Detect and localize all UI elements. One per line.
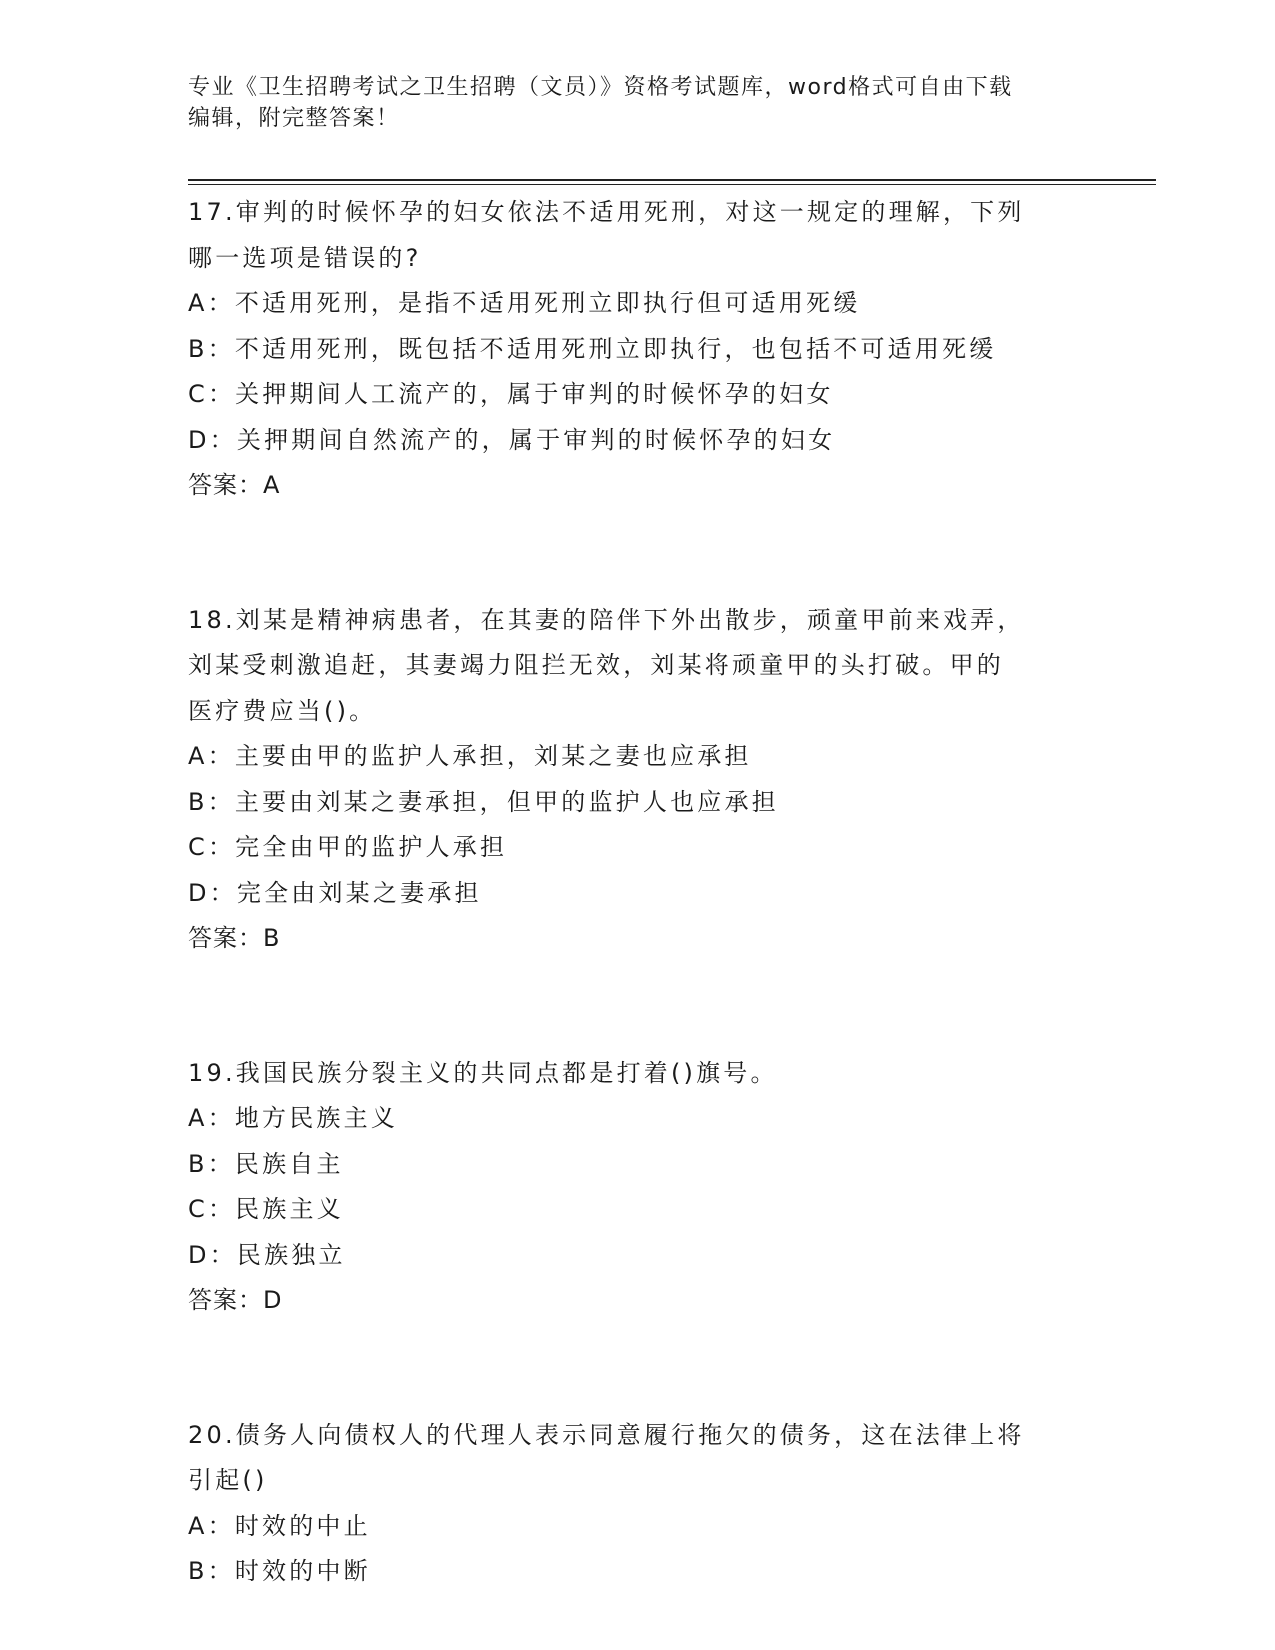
option-c: C：民族主义 [188, 1195, 344, 1223]
option-d: D：完全由刘某之妻承担 [188, 878, 482, 907]
answer-line: 答案：D [188, 1286, 283, 1314]
question-list [188, 190, 1088, 1595]
question-stem-line: 19.我国民族分裂主义的共同点都是打着()旗号。 [188, 1058, 778, 1087]
option-a: A：不适用死刑，是指不适用死刑立即执行但可适用死缓 [188, 289, 861, 317]
option-c: C：关押期间人工流产的，属于审判的时候怀孕的妇女 [188, 380, 834, 408]
question-20 [188, 1413, 1088, 1595]
question-17 [188, 190, 1088, 509]
question-stem-line: 20.债务人向债权人的代理人表示同意履行拖欠的债务，这在法律上将 [188, 1420, 1025, 1449]
question-stem-line: 引起() [188, 1466, 268, 1494]
question-stem-line: 刘某受刺激追赶，其妻竭力阻拦无效，刘某将顽童甲的头打破。甲的 [188, 651, 1004, 679]
option-c: C：完全由甲的监护人承担 [188, 833, 508, 861]
header-line-1: 专业《卫生招聘考试之卫生招聘（文员）》资格考试题库，word格式可自由下载 [188, 75, 1013, 100]
question-stem-line: 18.刘某是精神病患者，在其妻的陪伴下外出散步，顽童甲前来戏弄， [188, 605, 1025, 634]
question-stem-line: 17.审判的时候怀孕的妇女依法不适用死刑，对这一规定的理解，下列 [188, 198, 1025, 226]
option-a: A：地方民族主义 [188, 1104, 399, 1132]
question-18 [188, 598, 1088, 962]
question-stem-line: 哪一选项是错误的? [188, 243, 422, 272]
answer-line: 答案：B [188, 924, 281, 952]
header-line-2: 编辑，附完整答案！ [188, 106, 400, 131]
question-19 [188, 1051, 1088, 1324]
header-divider-thin [188, 184, 1156, 185]
question-stem-line: 医疗费应当()。 [188, 696, 377, 725]
question-spacer [188, 509, 1088, 598]
option-b: B：主要由刘某之妻承担，但甲的监护人也应承担 [188, 787, 779, 816]
option-b: B：民族自主 [188, 1149, 344, 1178]
header-divider-thick [188, 179, 1156, 181]
option-b: B：不适用死刑，既包括不适用死刑立即执行，也包括不可适用死缓 [188, 334, 997, 363]
question-spacer [188, 962, 1088, 1051]
document-header [188, 72, 1068, 134]
question-spacer [188, 1324, 1088, 1413]
option-a: A：主要由甲的监护人承担，刘某之妻也应承担 [188, 742, 752, 770]
option-d: D：民族独立 [188, 1240, 346, 1269]
option-d: D：关押期间自然流产的，属于审判的时候怀孕的妇女 [188, 425, 836, 454]
option-a: A：时效的中止 [188, 1511, 371, 1540]
answer-line: 答案：A [188, 471, 281, 499]
option-b: B：时效的中断 [188, 1557, 371, 1585]
